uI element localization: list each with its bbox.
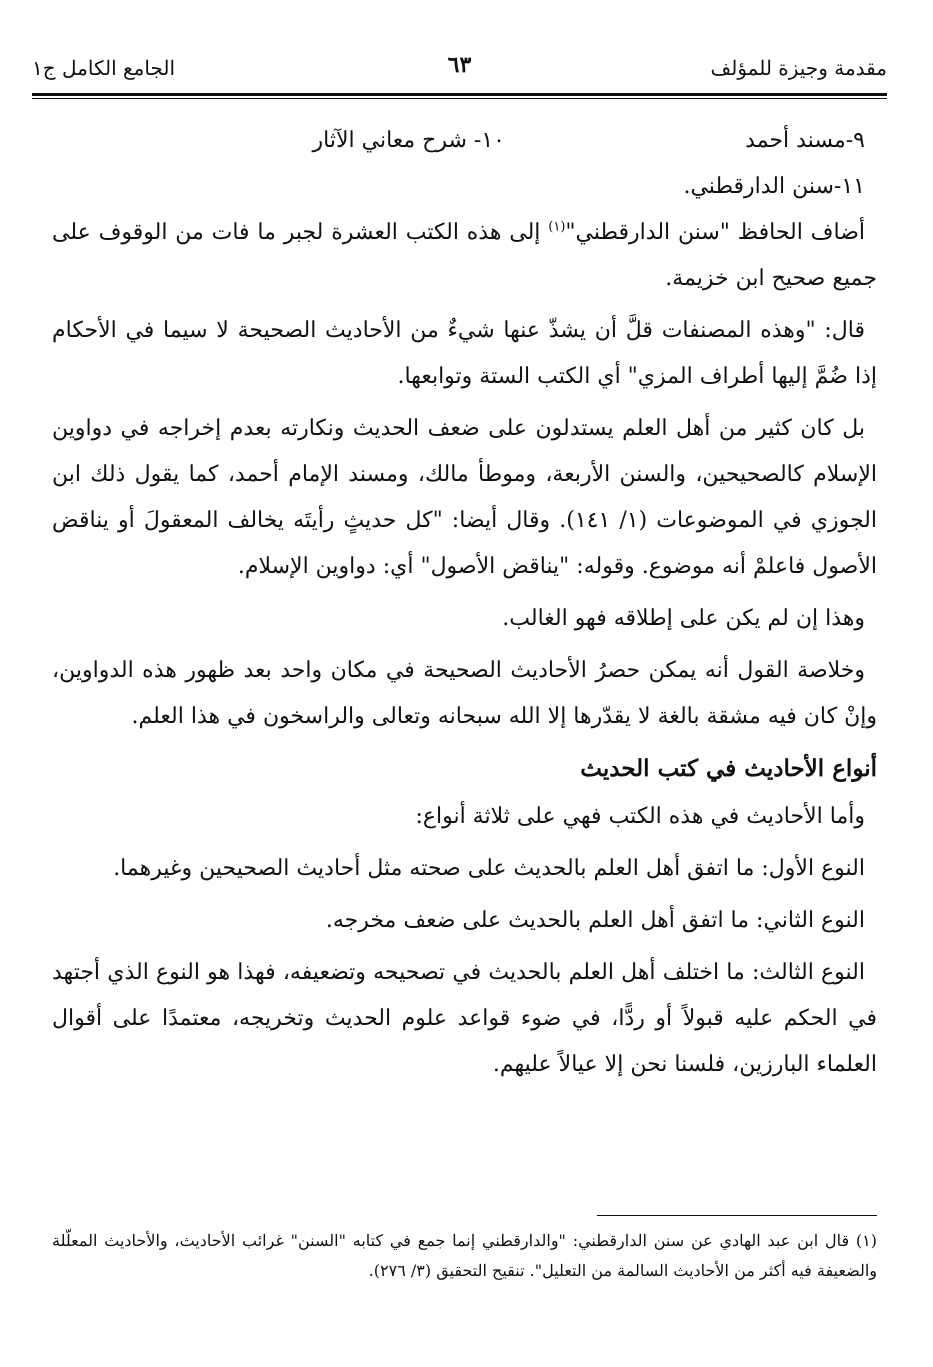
list-row <box>52 164 877 210</box>
footnote-ref[interactable]: (١) <box>548 219 566 235</box>
footnote-rule <box>597 1215 877 1216</box>
chapter-title: مقدمة وجيزة للمؤلف <box>710 56 887 80</box>
paragraph-7: النوع الأول: ما اتفق أهل العلم بالحديث على صحته مثل أحاديث الصحيحين وغيرهما. <box>113 856 865 881</box>
paragraph-1-start: أضاف الحافظ "سنن الدارقطني" <box>565 220 865 245</box>
paragraph-6: وأما الأحاديث في هذه الكتب فهي على ثلاثة أنواع: <box>415 804 865 829</box>
paragraph-5: وخلاصة القول أنه يمكن حصرُ الأحاديث الصحيحة في مكان واحد بعد ظهور هذه الدواوين، وإنْ كان فيه مشقة بالغة لا يقدّرها إلا الله سبحانه وتعالى والراسخون في هذا العلم. <box>52 658 877 729</box>
header-rule-thin <box>32 98 887 99</box>
book-title: الجامع الكامل ج١ <box>32 56 176 80</box>
paragraph-2: قال: "وهذه المصنفات قلَّ أن يشذّ عنها شيءٌ من الأحاديث الصحيحة لا سيما في الأحكام إذا ضُمَّ إليها أطراف المزي" أي الكتب الستة وتوابعها. <box>52 318 877 389</box>
paragraph-9: النوع الثالث: ما اختلف أهل العلم بالحديث في تصحيحه وتضعيفه، فهذا هو النوع الذي أجتهد في الحكم عليه قبولاً أو ردًّا، في ضوء قواعد علوم الحديث وتخريجه، معتمدًا على أقوال العلماء البارزين، فلسنا نحن إلا عيالاً عليهم. <box>52 960 877 1077</box>
footnote: (١) قال ابن عبد الهادي عن سنن الدارقطني: "والدارقطني إنما جمع في كتابه "السنن" غرائب الأحاديث، والأحاديث المعلّلة والضعيفة فيه أكثر من الأحاديث السالمة من التعليل". تنقيح التحقيق (٣/ ٢٧٦). <box>52 1231 877 1280</box>
list-item-11: ١١-سنن الدارقطني. <box>683 174 865 199</box>
list-item-10: ١٠- شرح معاني الآثار <box>312 128 505 153</box>
paragraph-4: وهذا إن لم يكن على إطلاقه فهو الغالب. <box>502 606 865 631</box>
paragraph-1-end: إلى هذه الكتب العشرة لجبر ما فات من الوقوف على جميع صحيح ابن خزيمة. <box>52 220 877 291</box>
list-row <box>52 118 877 164</box>
header-rule-thick <box>32 93 887 96</box>
list-item-9: ٩-مسند أحمد <box>745 128 865 153</box>
running-header <box>32 52 887 90</box>
paragraph-3: بل كان كثير من أهل العلم يستدلون على ضعف الحديث ونكارته بعدم إخراجه في دواوين الإسلام كالصحيحين، والسنن الأربعة، وموطأ مالك، ومسند الإمام أحمد، كما يقول ذلك ابن الجوزي في الموضوعات (١/ ١٤١). وقال أيضا: "كل حديثٍ رأيتَه يخالف المعقولَ أو يناقض الأصول فاعلمْ أنه موضوع. وقوله: "يناقض الأصول" أي: دواوين الإسلام. <box>52 416 877 579</box>
section-heading: أنواع الأحاديث في كتب الحديث <box>580 755 877 782</box>
paragraph-1 <box>52 210 877 302</box>
page-number: ٦٣ <box>447 52 472 78</box>
paragraph-8: النوع الثاني: ما اتفق أهل العلم بالحديث على ضعف مخرجه. <box>325 908 865 933</box>
body-text <box>52 118 877 1094</box>
